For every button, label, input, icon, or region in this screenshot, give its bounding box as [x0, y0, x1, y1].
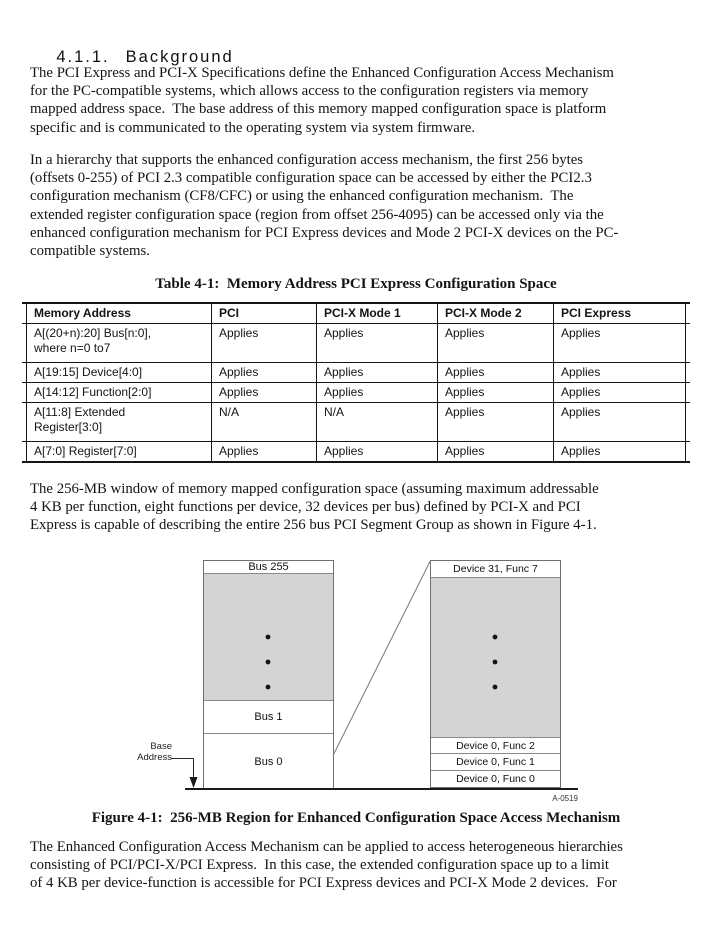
- bus-255-box: Bus 255: [204, 561, 333, 574]
- base-address-connector-line: [171, 759, 194, 779]
- text-line: extended register configuration space (region from offset 256-4095) can be accessed only via the: [30, 206, 604, 223]
- table-cell-address: A[7:0] Register[7:0]: [34, 444, 137, 458]
- table-cell: N/A: [316, 403, 437, 441]
- text-line: A[11:8] Extended: [34, 405, 126, 419]
- header-pci: PCI: [211, 304, 316, 323]
- memory-address-table: [22, 302, 690, 463]
- text-line: A[(20+n):20] Bus[n:0],: [34, 326, 152, 340]
- table-row: [22, 383, 690, 403]
- text-line: 4 KB per function, eight functions per device, 32 devices per bus) defined by PCI-X and PCI: [30, 499, 581, 516]
- table-cell: Applies: [437, 442, 553, 461]
- table-cell-address: A[19:15] Device[4:0]: [34, 365, 143, 379]
- header-memory-address: Memory Address: [34, 306, 131, 320]
- table-row: [22, 324, 690, 363]
- header-pcix-mode1: PCI-X Mode 1: [316, 304, 437, 323]
- header-pci-express: PCI Express: [553, 304, 685, 323]
- figure-caption: Figure 4-1: 256-MB Region for Enhanced Configuration Space Access Mechanism: [91, 810, 621, 826]
- table-header-row: [22, 304, 690, 324]
- paragraph-4: [30, 838, 690, 893]
- base-address-label: [116, 742, 172, 763]
- table-cell: Applies: [553, 324, 685, 362]
- text-line: compatible systems.: [30, 242, 151, 259]
- table-cell: Applies: [437, 324, 553, 362]
- bus-stack: [203, 560, 334, 790]
- table-cell: Applies: [553, 403, 685, 441]
- text-line: The PCI Express and PCI-X Specifications define the Enhanced Configuration Access Mechanism: [30, 65, 614, 81]
- table-cell: Applies: [553, 383, 685, 402]
- table-cell: N/A: [211, 403, 316, 441]
- text-line: where n=0 to7: [34, 341, 111, 355]
- table-cell-address: [27, 324, 211, 362]
- text-line: of 4 KB per device-function is accessible for PCI Express devices and PCI-X Mode 2 devices. For: [30, 875, 617, 892]
- device-31-func-7-box: Device 31, Func 7: [431, 561, 560, 578]
- bus-1-box: Bus 1: [204, 701, 333, 734]
- table-cell: Applies: [316, 324, 437, 362]
- text-line: consisting of PCI/PCI-X/PCI Express. In this case, the extended configuration space up to a limit: [30, 857, 610, 874]
- table-cell: Applies: [437, 383, 553, 402]
- paragraph-2: [30, 151, 690, 260]
- device-stack: [430, 560, 561, 788]
- device-0-func-0-box: Device 0, Func 0: [431, 771, 560, 787]
- text-line: Register[3:0]: [34, 420, 103, 434]
- text-line: Base: [150, 741, 172, 752]
- table-cell: Applies: [211, 324, 316, 362]
- bus-ellipsis-region: [204, 574, 333, 701]
- table-cell: Applies: [437, 363, 553, 382]
- table-cell: Applies: [211, 383, 316, 402]
- table-row: [22, 403, 690, 442]
- text-line: specific and is communicated to the operating system via system firmware.: [30, 119, 476, 136]
- table-row: [22, 442, 690, 463]
- table-cell: Applies: [316, 363, 437, 382]
- device-0-func-2-box: Device 0, Func 2: [431, 738, 560, 754]
- table-row: [22, 363, 690, 383]
- base-address-arrow-icon: [190, 777, 198, 788]
- table-cell: Applies: [211, 442, 316, 461]
- table-cell-address: [27, 403, 211, 441]
- device-ellipsis-region: [431, 578, 560, 738]
- table-cell: Applies: [316, 383, 437, 402]
- section-number: 4.1.1.: [56, 48, 110, 66]
- paragraph-1: [30, 64, 690, 137]
- text-line: The 256-MB window of memory mapped configuration space (assuming maximum addressable: [30, 481, 599, 497]
- table-cell: Applies: [437, 403, 553, 441]
- table-caption: Table 4-1: Memory Address PCI Express Configuration Space: [155, 276, 557, 292]
- text-line: configuration mechanism (CF8/CFC) or using the enhanced configuration mechanism. The: [30, 188, 574, 205]
- section-title: Background: [125, 48, 234, 66]
- text-line: for the PC-compatible systems, which allows access to the configuration registers via memory: [30, 83, 589, 100]
- table-cell: Applies: [316, 442, 437, 461]
- table-cell: Applies: [211, 363, 316, 382]
- text-line: Express is capable of describing the entire 256 bus PCI Segment Group as shown in Figure 4-1.: [30, 517, 597, 534]
- table-cell: Applies: [553, 442, 685, 461]
- text-line: enhanced configuration mechanism for PCI Express devices and Mode 2 PCI-X devices on the PC-: [30, 224, 619, 241]
- artwork-id-label: A-0519: [552, 794, 578, 803]
- device-0-func-1-box: Device 0, Func 1: [431, 754, 560, 771]
- bus-0-box: Bus 0: [204, 734, 333, 789]
- table-cell-address: A[14:12] Function[2:0]: [34, 385, 152, 399]
- text-line: Address: [137, 751, 172, 763]
- text-line: The Enhanced Configuration Access Mechanism can be applied to access heterogeneous hierarchies: [30, 839, 623, 855]
- expansion-diagonal-line: [333, 561, 431, 756]
- ellipsis-dots: [266, 635, 498, 690]
- text-line: (offsets 0-255) of PCI 2.3 compatible configuration space can be accessed by either the PCI2.3: [30, 170, 592, 187]
- text-line: mapped address space. The base address of this memory mapped configuration space is platform: [30, 101, 607, 118]
- header-pcix-mode2: PCI-X Mode 2: [437, 304, 553, 323]
- table-cell: Applies: [553, 363, 685, 382]
- text-line: In a hierarchy that supports the enhanced configuration access mechanism, the first 256 bytes: [30, 152, 584, 168]
- paragraph-3: [30, 480, 690, 535]
